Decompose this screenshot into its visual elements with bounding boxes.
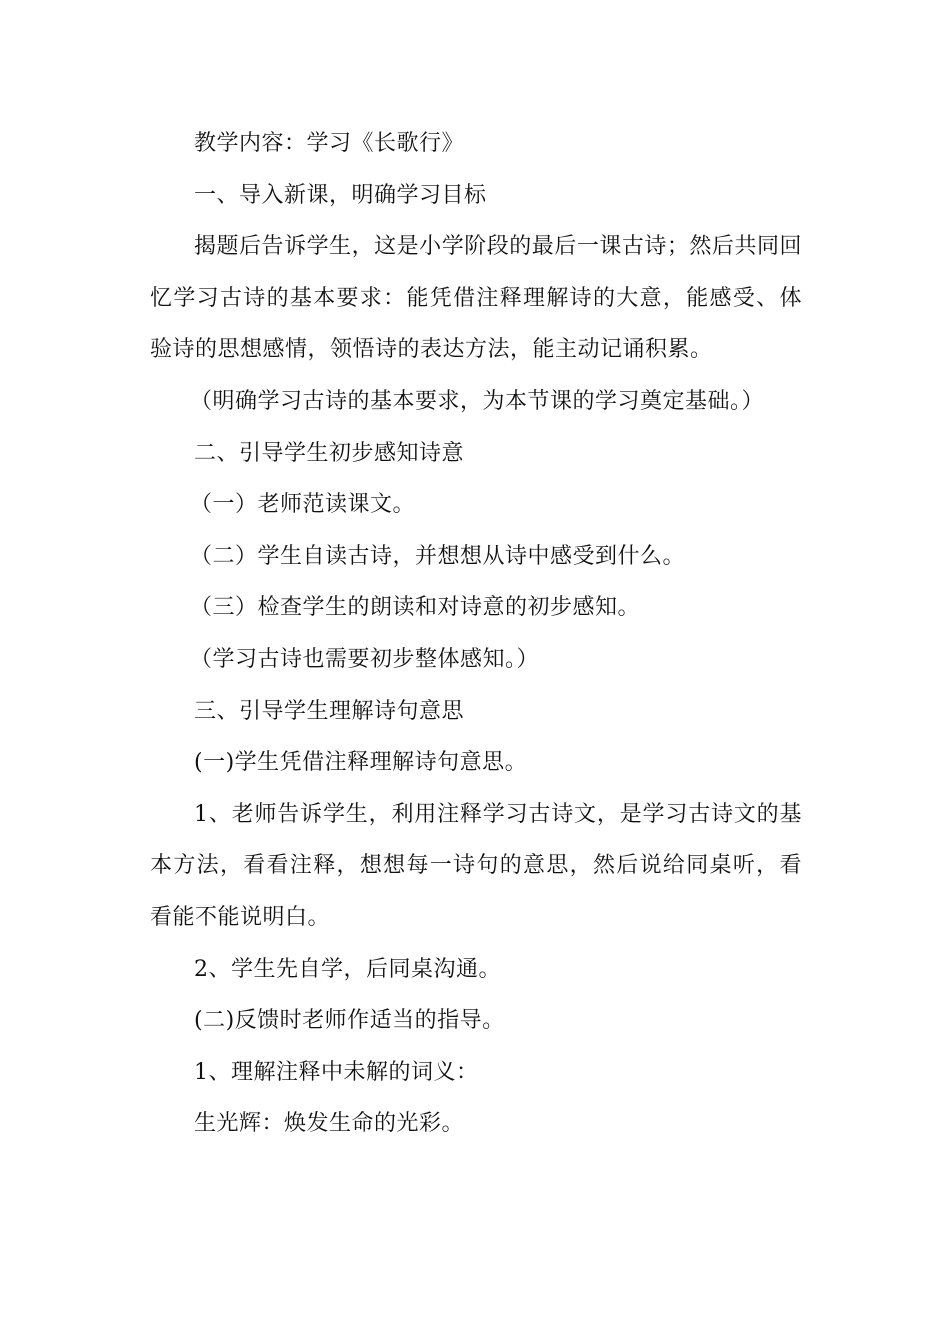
heading-section-2: 二、引导学生初步感知诗意	[194, 440, 465, 466]
subheading-3-1: (一)学生凭借注释理解诗句意思。	[194, 750, 528, 776]
paragraph-teaching-content: 教学内容：学习《长歌行》	[194, 131, 465, 156]
paragraph-step-1: 1、老师告诉学生，利用注释学习古诗文，是学习古诗文的基本方法，看看注释，想想每一诗句的意思，然后说给同桌听，看看能不能说明白。	[150, 801, 802, 930]
paragraph-intro: 揭题后告诉学生，这是小学阶段的最后一课古诗；然后共同回忆学习古诗的基本要求：能凭借注释理解诗的大意，能感受、体验诗的思想感情，领悟诗的表达方法，能主动记诵积累。	[150, 234, 802, 363]
paragraph-note-2: （学习古诗也需要初步整体感知。）	[190, 646, 540, 672]
paragraph-note-1: （明确学习古诗的基本要求，为本节课的学习奠定基础。）	[190, 388, 765, 414]
paragraph-step-2: 2、学生先自学，后同桌沟通。	[194, 956, 501, 982]
subheading-3-2: (二)反馈时老师作适当的指导。	[194, 1008, 505, 1034]
paragraph-vocab-intro: 1、理解注释中未解的词义：	[194, 1059, 479, 1085]
heading-section-1: 一、导入新课，明确学习目标	[194, 182, 487, 208]
heading-section-3: 三、引导学生理解诗句意思	[194, 698, 465, 724]
list-item-2-1: （一）老师范读课文。	[190, 492, 416, 518]
document-body	[150, 118, 802, 1150]
list-item-2-2: （二）学生自读古诗，并想想从诗中感受到什么。	[190, 543, 686, 569]
paragraph-vocab-item: 生光辉：焕发生命的光彩。	[194, 1111, 465, 1137]
list-item-2-3: （三）检查学生的朗读和对诗意的初步感知。	[190, 595, 641, 621]
